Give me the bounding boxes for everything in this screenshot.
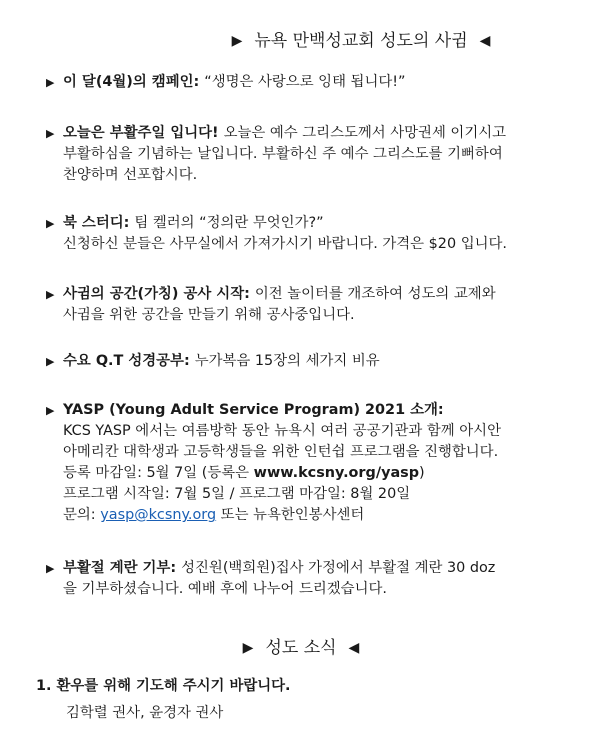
item-text: 신청하신 분들은 사무실에서 가져가시기 바랍니다. 가격은 $20 입니다. (63, 236, 507, 252)
bullet-icon: ▶ (46, 127, 55, 140)
triangle-left-icon: ◀ (479, 33, 491, 49)
bullet-icon: ▶ (46, 355, 55, 368)
list-item-easter (46, 123, 576, 186)
list-item-book-study (46, 213, 576, 255)
list-item-easter-eggs (46, 558, 576, 600)
item-text: 성진원(백희원)집사 가정에서 부활절 계란 30 doz (181, 560, 496, 576)
item-text: 부활하심을 기념하는 날입니다. 부활하신 주 예수 그리스도를 기뻐하여 (63, 146, 503, 162)
bullet-icon: ▶ (46, 217, 55, 230)
item-heading: 사귐의 공간(가칭) 공사 시작: (63, 286, 255, 302)
item-text: ) (419, 465, 425, 481)
news-names: 김학렬 권사, 윤경자 권사 (66, 705, 224, 721)
item-text: 찬양하며 선포합시다. (63, 167, 198, 183)
news-title: 환우를 위해 기도해 주시기 바랍니다. (56, 678, 291, 694)
bullet-icon: ▶ (46, 562, 55, 575)
triangle-right-icon: ▶ (242, 640, 254, 656)
item-heading: 오늘은 부활주일 입니다! (63, 125, 224, 141)
section-title: 성도 소식 (265, 638, 337, 658)
item-text: 사귐을 위한 공간을 만들기 위해 공사중입니다. (63, 307, 355, 323)
list-item-bible-study (46, 351, 576, 372)
bullet-icon: ▶ (46, 288, 55, 301)
list-item-campaign (46, 72, 576, 93)
item-heading: 북 스터디: (63, 215, 135, 231)
triangle-right-icon: ▶ (231, 33, 243, 49)
bullet-icon: ▶ (46, 404, 55, 417)
triangle-left-icon: ◀ (348, 640, 360, 656)
news-number: 1. (36, 678, 52, 694)
section-header-news (0, 636, 602, 660)
item-text: 오늘은 예수 그리스도께서 사망권세 이기시고 (223, 125, 507, 141)
item-text: 을 기부하셨습니다. 예배 후에 나누어 드리겠습니다. (63, 581, 387, 597)
email-link[interactable]: yasp@kcsny.org (100, 507, 217, 523)
item-text: 문의: (63, 507, 101, 523)
item-text: “생명은 사랑으로 잉태 됩니다!” (204, 74, 406, 90)
item-text: KCS YASP 에서는 여름방학 동안 뉴욕시 여러 공공기관과 함께 아시안 (63, 423, 501, 439)
item-heading: 부활절 계란 기부: (63, 560, 182, 576)
item-text: 프로그램 시작일: 7월 5일 / 프로그램 마감일: 8월 20일 (63, 486, 411, 502)
bullet-icon: ▶ (46, 76, 55, 89)
item-heading: 수요 Q.T 성경공부: (63, 353, 195, 369)
item-heading: 이 달(4월)의 캠페인: (63, 74, 205, 90)
item-text: 팀 켈러의 “정의란 무엇인가?” (134, 215, 324, 231)
item-heading: YASP (Young Adult Service Program) 2021 소개: (63, 402, 444, 418)
item-text: 등록 마감일: 5월 7일 (등록은 (63, 465, 254, 481)
list-item-yasp (46, 400, 576, 526)
item-text: 또는 뉴욕한인봉사센터 (216, 507, 365, 523)
list-item-construction (46, 284, 576, 326)
news-item (36, 675, 576, 725)
item-text: 이전 놀이터를 개조하여 성도의 교제와 (254, 286, 496, 302)
item-text: 아메리칸 대학생과 고등학생들을 위한 인턴쉽 프로그램을 진행합니다. (63, 444, 499, 460)
registration-url: www.kcsny.org/yasp (253, 465, 420, 481)
item-text: 누가복음 15장의 세가지 비유 (194, 353, 380, 369)
section-header-fellowship (60, 29, 602, 53)
section-title: 뉴욕 만백성교회 성도의 사귐 (254, 31, 468, 51)
